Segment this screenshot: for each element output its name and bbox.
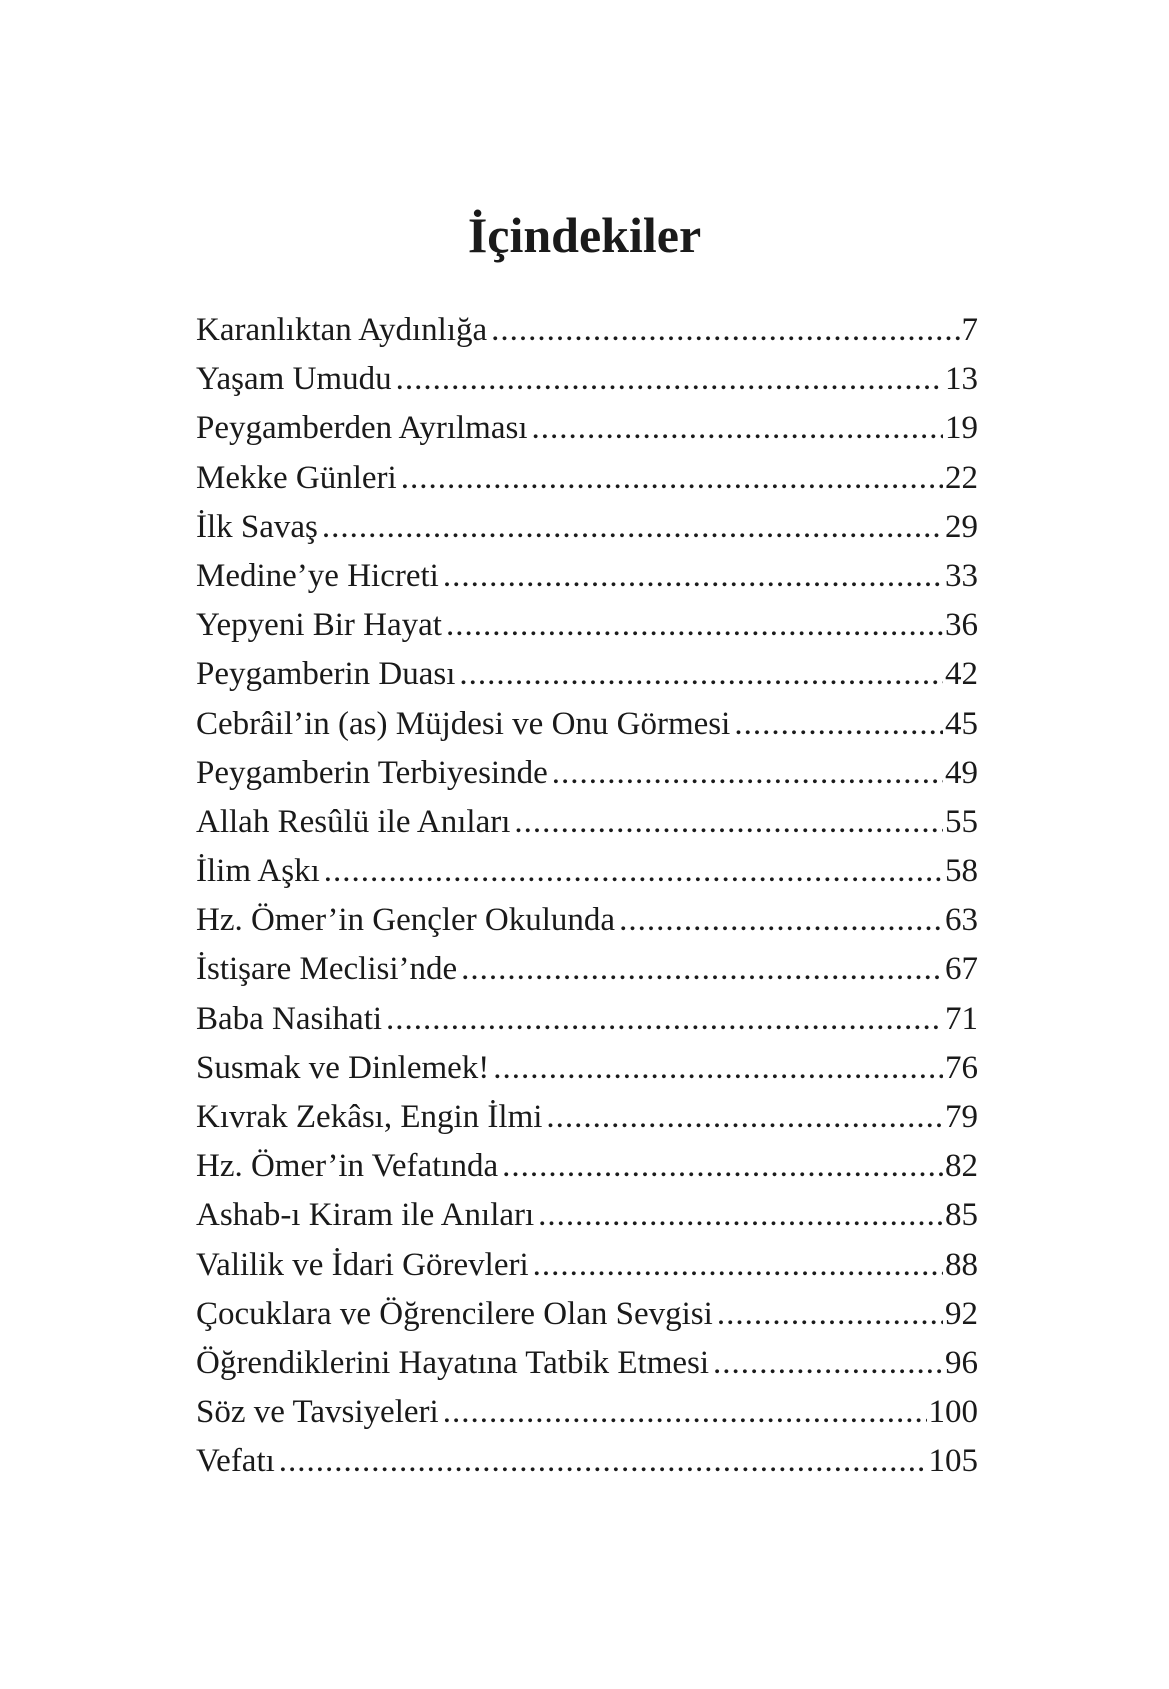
toc-entry-title: İstişare Meclisi’nde	[196, 951, 458, 988]
toc-entry-page-number: 42	[945, 656, 978, 693]
toc-entry	[196, 404, 978, 453]
dot-leader	[538, 1191, 943, 1240]
toc-entry-title: Vefatı	[196, 1443, 275, 1480]
toc-entry	[196, 749, 978, 798]
table-of-contents	[196, 306, 978, 1487]
toc-entry	[196, 650, 978, 699]
toc-entry-title: Hz. Ömer’in Gençler Okulunda	[196, 902, 616, 939]
toc-entry	[196, 552, 978, 601]
toc-entry-page-number: 13	[945, 361, 978, 398]
toc-entry-page-number: 76	[945, 1049, 978, 1086]
dot-leader	[531, 404, 943, 453]
toc-entry	[196, 847, 978, 896]
toc-entry-title: Baba Nasihati	[196, 1000, 383, 1037]
toc-entry-page-number: 88	[945, 1246, 978, 1283]
dot-leader	[552, 749, 943, 798]
dot-leader	[514, 798, 943, 847]
toc-entry-title: Peygamberin Terbiyesinde	[196, 754, 548, 791]
toc-entry-title: Karanlıktan Aydınlığa	[196, 312, 488, 348]
dot-leader	[619, 896, 943, 945]
dot-leader	[279, 1437, 927, 1486]
toc-entry	[196, 1339, 978, 1388]
toc-entry-title: Çocuklara ve Öğrencilere Olan Sevgisi	[196, 1295, 713, 1332]
toc-entry	[196, 1044, 978, 1093]
toc-entry-page-number: 96	[945, 1344, 978, 1381]
toc-entry-title: Kıvrak Zekâsı, Engin İlmi	[196, 1099, 543, 1135]
toc-entry	[196, 601, 978, 650]
toc-entry	[196, 896, 978, 945]
page-title: İçindekiler	[467, 207, 702, 263]
dot-leader	[717, 1290, 943, 1339]
toc-entry-page-number: 7	[961, 312, 978, 348]
dot-leader	[461, 945, 943, 994]
toc-entry-title: Ashab-ı Kiram ile Anıları	[196, 1197, 535, 1234]
toc-entry-page-number: 58	[945, 853, 978, 890]
toc-entry	[196, 1437, 978, 1486]
toc-entry-page-number: 105	[928, 1443, 978, 1480]
toc-entry-page-number: 29	[945, 508, 978, 545]
toc-entry-title: Medine’ye Hicreti	[196, 557, 439, 594]
dot-leader	[533, 1241, 943, 1290]
dot-leader	[734, 700, 943, 749]
toc-entry	[196, 454, 978, 503]
toc-entry-title: Valilik ve İdari Görevleri	[196, 1246, 529, 1283]
toc-entry-page-number: 49	[945, 754, 978, 791]
dot-leader	[386, 995, 943, 1044]
toc-entry-page-number: 79	[945, 1099, 978, 1135]
toc-entry	[196, 1142, 978, 1191]
toc-entry-page-number: 82	[945, 1148, 978, 1185]
toc-entry-title: Yepyeni Bir Hayat	[196, 607, 442, 644]
dot-leader	[401, 454, 943, 503]
toc-entry-title: Allah Resûlü ile Anıları	[196, 803, 511, 840]
toc-entry-page-number: 19	[945, 410, 978, 447]
toc-entry-page-number: 71	[945, 1000, 978, 1037]
toc-entry	[196, 700, 978, 749]
toc-entry-page-number: 55	[945, 803, 978, 840]
toc-entry	[196, 503, 978, 552]
toc-entry-page-number: 67	[945, 951, 978, 988]
dot-leader	[324, 847, 943, 896]
toc-entry-page-number: 92	[945, 1295, 978, 1332]
toc-entry-page-number: 85	[945, 1197, 978, 1234]
toc-entry-title: Öğrendiklerini Hayatına Tatbik Etmesi	[196, 1344, 710, 1381]
toc-entry-page-number: 45	[945, 705, 978, 742]
toc-entry	[196, 355, 978, 404]
toc-entry-page-number: 63	[945, 902, 978, 939]
dot-leader	[396, 355, 943, 404]
toc-entry-title: Yaşam Umudu	[196, 361, 392, 398]
toc-entry-title: Susmak ve Dinlemek!	[196, 1049, 490, 1086]
toc-entry-title: Mekke Günleri	[196, 459, 397, 496]
dot-leader	[493, 1044, 943, 1093]
toc-entry-page-number: 100	[928, 1394, 978, 1431]
toc-entry	[196, 1388, 978, 1437]
toc-entry-page-number: 22	[945, 459, 978, 496]
toc-entry	[196, 1093, 978, 1142]
toc-entry	[196, 1241, 978, 1290]
dot-leader	[443, 1388, 927, 1437]
toc-entry-title: İlim Aşkı	[196, 853, 320, 890]
dot-leader	[491, 306, 959, 355]
toc-entry-title: Peygamberin Duası	[196, 656, 456, 693]
dot-leader	[713, 1339, 943, 1388]
toc-entry-page-number: 33	[945, 557, 978, 594]
toc-entry-title: Peygamberden Ayrılması	[196, 410, 528, 447]
toc-entry	[196, 1191, 978, 1240]
dot-leader	[322, 503, 943, 552]
dot-leader	[546, 1093, 943, 1142]
toc-entry-title: Hz. Ömer’in Vefatında	[196, 1148, 499, 1185]
toc-entry	[196, 306, 978, 355]
toc-entry-title: İlk Savaş	[196, 508, 318, 545]
toc-entry-title: Cebrâil’in (as) Müjdesi ve Onu Görmesi	[196, 705, 731, 742]
toc-entry	[196, 945, 978, 994]
dot-leader	[502, 1142, 943, 1191]
toc-entry-page-number: 36	[945, 607, 978, 644]
dot-leader	[443, 552, 943, 601]
toc-entry-title: Söz ve Tavsiyeleri	[196, 1394, 439, 1431]
toc-entry	[196, 798, 978, 847]
dot-leader	[459, 650, 943, 699]
toc-entry	[196, 1290, 978, 1339]
toc-entry	[196, 995, 978, 1044]
dot-leader	[446, 601, 943, 650]
